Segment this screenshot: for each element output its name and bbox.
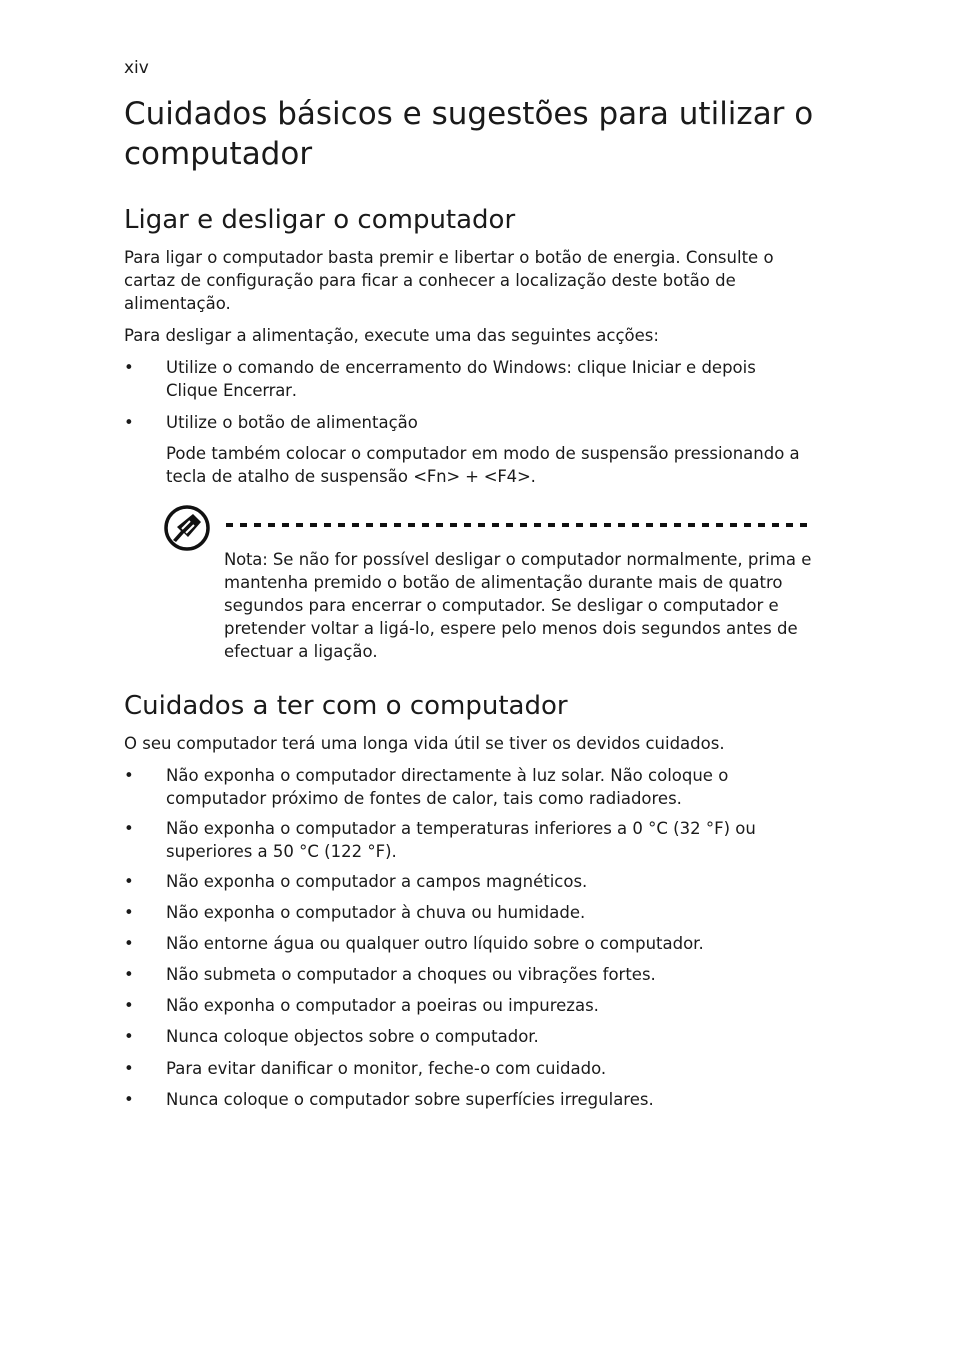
list-item-text: Não exponha o computador a temperaturas inferiores a 0 °C (32 °F) ou superiores a 50 °C (122 °F). — [166, 819, 756, 861]
page-title: Cuidados básicos e sugestões para utilizar o computador — [124, 96, 814, 172]
care-intro: O seu computador terá uma longa vida útil se tiver os devidos cuidados. — [124, 734, 725, 753]
note-label: Nota: — [224, 550, 268, 569]
bullet-icon: • — [124, 766, 134, 785]
section-heading-care: Cuidados a ter com o computador — [124, 691, 568, 721]
list-item-text: Utilize o botão de alimentação — [166, 413, 418, 432]
start-label: Iniciar — [631, 358, 681, 377]
bullet-icon: • — [124, 1059, 134, 1078]
bullet-icon: • — [124, 996, 134, 1015]
bullet-icon: • — [124, 413, 134, 432]
sleep-paragraph: Pode também colocar o computador em modo de suspensão pressionando a tecla de atalho de suspensão <Fn> + <F4>. — [166, 444, 800, 486]
note-text: Nota: Se não for possível desligar o computador normalmente, prima e mantenha premido o botão de alimentação durante mais de quatro segundos para encerrar o computador. Se desligar o computador e pretender voltar a ligá-lo, espere pelo menos dois segundos antes de efectuar a ligação. — [224, 550, 812, 661]
list-item-text: Não exponha o computador a campos magnéticos. — [166, 872, 588, 891]
list-item-text: Não exponha o computador a poeiras ou impurezas. — [166, 996, 599, 1015]
list-item-text: Não exponha o computador directamente à luz solar. Não coloque o computador próximo de fontes de calor, tais como radiadores. — [166, 766, 729, 808]
list-item-text: Não entorne água ou qualquer outro líquido sobre o computador. — [166, 934, 704, 953]
bullet-icon: • — [124, 1027, 134, 1046]
bullet-icon: • — [124, 872, 134, 891]
power-off-intro: Para desligar a alimentação, execute uma das seguintes acções: — [124, 326, 659, 345]
sleep-hotkey: <Fn> + <F4> — [413, 467, 531, 486]
power-on-paragraph: Para ligar o computador basta premir e libertar o botão de energia. Consulte o cartaz de configuração para ficar a conhecer a localização deste botão de alimentação. — [124, 248, 774, 313]
list-item-text: Para evitar danificar o monitor, feche-o com cuidado. — [166, 1059, 607, 1078]
bullet-icon: • — [124, 819, 134, 838]
list-item-text: Nunca coloque o computador sobre superfícies irregulares. — [166, 1090, 654, 1109]
list-item-text: Não exponha o computador à chuva ou humidade. — [166, 903, 586, 922]
bullet-icon: • — [124, 358, 134, 377]
section-heading-power: Ligar e desligar o computador — [124, 205, 516, 235]
note-icon — [163, 504, 211, 552]
bullet-icon: • — [124, 934, 134, 953]
list-item-text: Não submeta o computador a choques ou vibrações fortes. — [166, 965, 656, 984]
list-item-text: Nunca coloque objectos sobre o computador. — [166, 1027, 539, 1046]
bullet-icon: • — [124, 903, 134, 922]
bullet-icon: • — [124, 1090, 134, 1109]
list-item-text: Utilize o comando de encerramento do Windows: clique Iniciar e depois Clique Encerrar. — [166, 358, 756, 400]
note-divider — [226, 522, 810, 528]
page-number: xiv — [124, 58, 149, 78]
bullet-icon: • — [124, 965, 134, 984]
shutdown-label: Encerrar — [223, 381, 292, 400]
